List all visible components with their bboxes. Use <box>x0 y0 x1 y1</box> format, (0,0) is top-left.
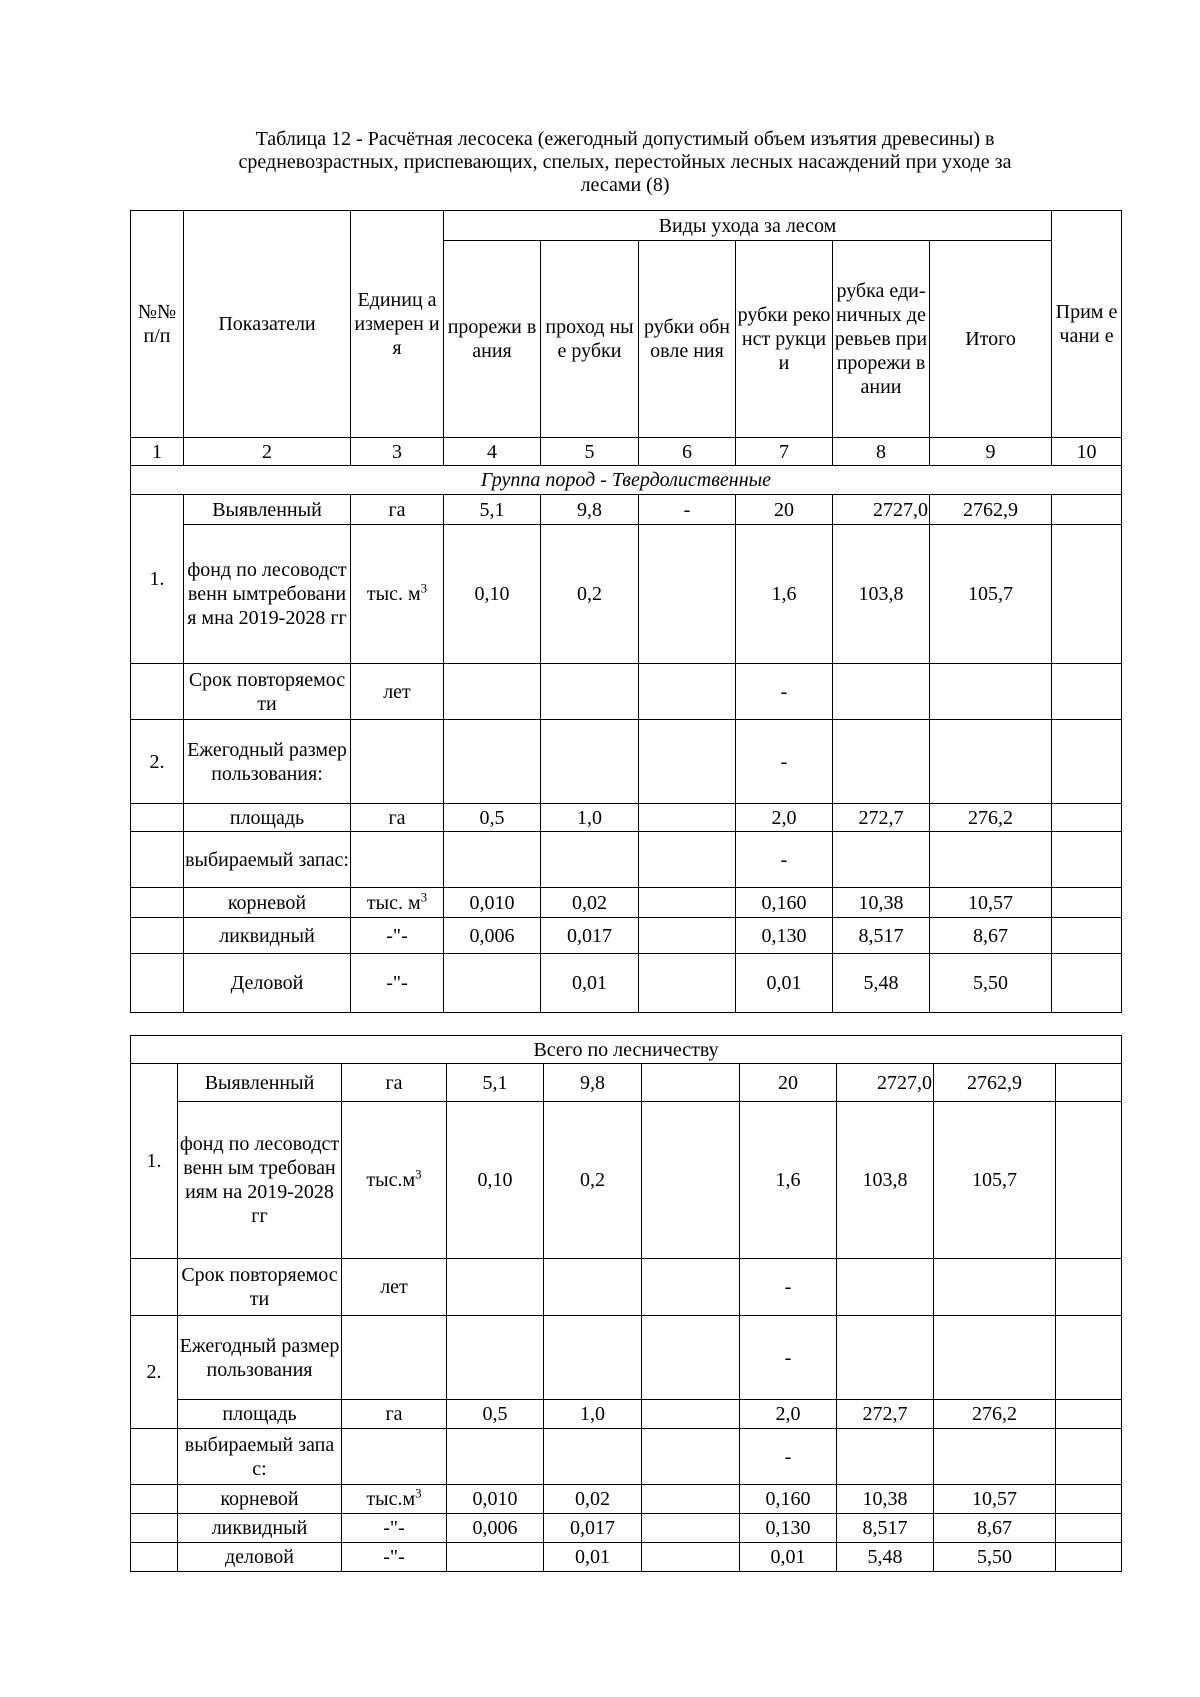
value-cell: - <box>639 495 736 525</box>
value-cell <box>837 1429 934 1485</box>
value-cell: 0,017 <box>541 918 639 954</box>
table-row <box>131 918 1122 954</box>
value-cell: 0,017 <box>544 1514 642 1543</box>
value-cell: - <box>736 832 833 888</box>
col-number: 3 <box>351 438 444 466</box>
value-cell <box>642 1514 740 1543</box>
row-number <box>131 888 184 918</box>
row-number <box>131 918 184 954</box>
value-cell: 0,01 <box>736 954 833 1013</box>
value-cell: 0,01 <box>541 954 639 1013</box>
value-cell <box>642 1102 740 1259</box>
value-cell <box>544 1316 642 1400</box>
table-row <box>131 888 1122 918</box>
row-number: 2. <box>131 1316 178 1429</box>
caption-line-3: лесами (8) <box>580 174 670 196</box>
value-cell: 10,38 <box>837 1485 934 1514</box>
unit-cell <box>351 888 444 918</box>
row-label: фонд по лесоводственн ымтребования мна 2019-2028 гг <box>184 525 351 664</box>
value-cell: 0,02 <box>541 888 639 918</box>
unit-cell <box>351 525 444 664</box>
value-cell: 5,48 <box>837 1543 934 1572</box>
header-renewal: рубки обновле ния <box>639 241 736 438</box>
value-cell: 0,160 <box>736 888 833 918</box>
row-number <box>131 664 184 720</box>
table-row <box>131 1259 1122 1316</box>
row-number <box>131 1429 178 1485</box>
row-label: Срок повторяемости <box>178 1259 342 1316</box>
row-label: Ежегодный размер пользования <box>178 1316 342 1400</box>
row-number <box>131 1543 178 1572</box>
col-number: 10 <box>1052 438 1122 466</box>
forestry-total-table <box>130 1035 1122 1572</box>
row-label: Выявленный <box>184 495 351 525</box>
unit-cell: -"- <box>342 1514 447 1543</box>
value-cell <box>541 720 639 804</box>
value-cell <box>642 1485 740 1514</box>
value-cell: 5,1 <box>444 495 541 525</box>
unit-cell: -"- <box>351 918 444 954</box>
row-label: ликвидный <box>178 1514 342 1543</box>
unit-superscript: 3 <box>420 888 428 904</box>
row-number: 2. <box>131 720 184 804</box>
value-cell: 20 <box>740 1064 837 1102</box>
unit-cell: лет <box>342 1259 447 1316</box>
note-cell <box>1052 888 1122 918</box>
value-cell: 0,130 <box>740 1514 837 1543</box>
note-cell <box>1056 1543 1122 1572</box>
note-cell <box>1052 495 1122 525</box>
value-cell <box>639 525 736 664</box>
value-cell: 20 <box>736 495 833 525</box>
col-number: 4 <box>444 438 541 466</box>
unit-cell <box>342 1429 447 1485</box>
col-number: 2 <box>184 438 351 466</box>
value-cell <box>833 832 930 888</box>
header-thinning: прорежи вания <box>444 241 541 438</box>
value-cell <box>930 832 1052 888</box>
value-cell: 10,38 <box>833 888 930 918</box>
value-cell: 0,160 <box>740 1485 837 1514</box>
value-cell <box>447 1316 544 1400</box>
unit-cell: га <box>351 804 444 832</box>
header-passing: проход ные рубки <box>541 241 639 438</box>
value-cell <box>930 720 1052 804</box>
header-care-types: Виды ухода за лесом <box>444 211 1052 241</box>
note-cell <box>1056 1259 1122 1316</box>
value-cell: 8,517 <box>833 918 930 954</box>
value-cell <box>837 1316 934 1400</box>
value-cell <box>541 832 639 888</box>
value-cell: 105,7 <box>934 1102 1056 1259</box>
caption-line-1: Таблица 12 - Расчётная лесосека (ежегодный допустимый объем изъятия древесины) в <box>255 128 995 150</box>
value-cell: 1,0 <box>544 1400 642 1429</box>
value-cell <box>639 720 736 804</box>
col-number: 6 <box>639 438 736 466</box>
value-cell: 0,10 <box>447 1102 544 1259</box>
value-cell <box>930 664 1052 720</box>
unit-text: тыс.м <box>366 1169 416 1191</box>
value-cell <box>544 1429 642 1485</box>
unit-cell: -"- <box>342 1543 447 1572</box>
unit-text: тыс.м <box>366 1488 416 1510</box>
table-row <box>131 1514 1122 1543</box>
unit-superscript: 3 <box>420 580 428 596</box>
table-row <box>131 720 1122 804</box>
value-cell: 8,517 <box>837 1514 934 1543</box>
value-cell <box>639 888 736 918</box>
value-cell: 5,50 <box>930 954 1052 1013</box>
value-cell: 10,57 <box>934 1485 1056 1514</box>
value-cell: 1,6 <box>740 1102 837 1259</box>
row-label: фонд по лесоводственн ым требованиям на 2019-2028 гг <box>178 1102 342 1259</box>
value-cell <box>639 832 736 888</box>
section-title: Группа пород - Твердолиственные <box>131 466 1122 495</box>
value-cell: 0,006 <box>444 918 541 954</box>
value-cell: 2,0 <box>736 804 833 832</box>
unit-text: тыс. м <box>366 583 421 605</box>
unit-cell <box>351 720 444 804</box>
unit-cell <box>351 832 444 888</box>
header-single-trees: рубка еди- ничных деревьев при прорежи вании <box>833 241 930 438</box>
unit-text: тыс. м <box>366 891 421 914</box>
value-cell: 0,130 <box>736 918 833 954</box>
row-label: Ежегодный размер пользования: <box>184 720 351 804</box>
table-row <box>131 1429 1122 1485</box>
value-cell <box>541 664 639 720</box>
table-row <box>131 954 1122 1013</box>
value-cell <box>444 954 541 1013</box>
value-cell: 0,5 <box>447 1400 544 1429</box>
note-cell <box>1052 918 1122 954</box>
table-row <box>131 1064 1122 1102</box>
unit-superscript: 3 <box>415 1166 422 1182</box>
col-number: 1 <box>131 438 184 466</box>
header-note: Прим ечани е <box>1052 211 1122 438</box>
unit-cell: га <box>342 1400 447 1429</box>
caption-line-2: средневозрастных, приспевающих, спелых, перестойных лесных насаждений при уходе за <box>238 151 1012 173</box>
note-cell <box>1052 664 1122 720</box>
table-caption <box>130 128 1120 197</box>
row-number: 1. <box>131 1064 178 1259</box>
value-cell <box>444 832 541 888</box>
value-cell <box>642 1429 740 1485</box>
note-cell <box>1052 954 1122 1013</box>
row-label: Срок повторяемости <box>184 664 351 720</box>
header-indicators: Показатели <box>184 211 351 438</box>
value-cell: - <box>736 720 833 804</box>
table-row <box>131 664 1122 720</box>
value-cell <box>447 1543 544 1572</box>
value-cell: 5,50 <box>934 1543 1056 1572</box>
value-cell: 0,02 <box>544 1485 642 1514</box>
section-title-row <box>131 466 1122 495</box>
row-number <box>131 804 184 832</box>
value-cell: 2762,9 <box>930 495 1052 525</box>
row-number <box>131 832 184 888</box>
row-label: корневой <box>178 1485 342 1514</box>
value-cell: 10,57 <box>930 888 1052 918</box>
value-cell: 0,2 <box>541 525 639 664</box>
value-cell: 5,1 <box>447 1064 544 1102</box>
value-cell: 105,7 <box>930 525 1052 664</box>
row-label: площадь <box>184 804 351 832</box>
row-number <box>131 1259 178 1316</box>
value-cell <box>444 720 541 804</box>
table-row <box>131 525 1122 664</box>
value-cell: 0,010 <box>444 888 541 918</box>
value-cell: 103,8 <box>837 1102 934 1259</box>
row-label: деловой <box>178 1543 342 1572</box>
value-cell <box>642 1064 740 1102</box>
row-label: Выявленный <box>178 1064 342 1102</box>
row-number <box>131 1514 178 1543</box>
value-cell: 1,6 <box>736 525 833 664</box>
value-cell: 103,8 <box>833 525 930 664</box>
row-number <box>131 1485 178 1514</box>
value-cell <box>639 918 736 954</box>
value-cell: 272,7 <box>833 804 930 832</box>
unit-cell: га <box>351 495 444 525</box>
header-total: Итого <box>930 241 1052 438</box>
note-cell <box>1052 525 1122 664</box>
table-row <box>131 832 1122 888</box>
value-cell: 2727,0 <box>833 495 930 525</box>
value-cell: 0,10 <box>444 525 541 664</box>
value-cell: 276,2 <box>930 804 1052 832</box>
table-row <box>131 1400 1122 1429</box>
row-label: площадь <box>178 1400 342 1429</box>
value-cell <box>642 1316 740 1400</box>
value-cell: 276,2 <box>934 1400 1056 1429</box>
col-number: 7 <box>736 438 833 466</box>
value-cell: 0,2 <box>544 1102 642 1259</box>
value-cell: 2727,0 <box>837 1064 934 1102</box>
row-number <box>131 954 184 1013</box>
value-cell: 0,5 <box>444 804 541 832</box>
row-label: Деловой <box>184 954 351 1013</box>
value-cell: 8,67 <box>934 1514 1056 1543</box>
allowable-cut-table <box>130 210 1122 1013</box>
value-cell <box>934 1259 1056 1316</box>
header-row-1 <box>131 211 1122 241</box>
value-cell: 1,0 <box>541 804 639 832</box>
value-cell: 0,010 <box>447 1485 544 1514</box>
column-numbers-row <box>131 438 1122 466</box>
note-cell <box>1056 1429 1122 1485</box>
unit-cell <box>342 1316 447 1400</box>
value-cell <box>934 1316 1056 1400</box>
unit-cell: га <box>342 1064 447 1102</box>
value-cell: 2762,9 <box>934 1064 1056 1102</box>
value-cell <box>642 1259 740 1316</box>
table-row <box>131 1485 1122 1514</box>
table-row <box>131 1316 1122 1400</box>
table-row <box>131 495 1122 525</box>
row-label: выбираемый запас: <box>178 1429 342 1485</box>
value-cell: 2,0 <box>740 1400 837 1429</box>
table-row <box>131 804 1122 832</box>
section-title-row <box>131 1036 1122 1064</box>
table-row <box>131 1543 1122 1572</box>
value-cell: 0,01 <box>740 1543 837 1572</box>
table-row <box>131 1102 1122 1259</box>
value-cell <box>639 954 736 1013</box>
value-cell: 5,48 <box>833 954 930 1013</box>
value-cell <box>639 804 736 832</box>
unit-cell: лет <box>351 664 444 720</box>
value-cell: - <box>740 1259 837 1316</box>
row-label: выбираемый запас: <box>184 832 351 888</box>
row-number: 1. <box>131 495 184 664</box>
value-cell: 272,7 <box>837 1400 934 1429</box>
note-cell <box>1056 1316 1122 1400</box>
note-cell <box>1052 804 1122 832</box>
unit-cell: -"- <box>351 954 444 1013</box>
value-cell <box>447 1259 544 1316</box>
col-number: 5 <box>541 438 639 466</box>
value-cell: 9,8 <box>541 495 639 525</box>
note-cell <box>1056 1064 1122 1102</box>
value-cell: - <box>740 1429 837 1485</box>
header-unit: Единиц а измерен ия <box>351 211 444 438</box>
unit-cell <box>342 1102 447 1259</box>
value-cell <box>444 664 541 720</box>
value-cell: 9,8 <box>544 1064 642 1102</box>
unit-superscript: 3 <box>415 1485 422 1501</box>
value-cell <box>639 664 736 720</box>
value-cell: - <box>736 664 833 720</box>
value-cell <box>833 664 930 720</box>
col-number: 8 <box>833 438 930 466</box>
row-label: ликвидный <box>184 918 351 954</box>
note-cell <box>1056 1485 1122 1514</box>
value-cell <box>642 1400 740 1429</box>
note-cell <box>1056 1400 1122 1429</box>
note-cell <box>1052 720 1122 804</box>
value-cell <box>544 1259 642 1316</box>
value-cell <box>833 720 930 804</box>
value-cell: - <box>740 1316 837 1400</box>
value-cell <box>447 1429 544 1485</box>
unit-cell <box>342 1485 447 1514</box>
note-cell <box>1052 832 1122 888</box>
row-label: корневой <box>184 888 351 918</box>
value-cell: 8,67 <box>930 918 1052 954</box>
value-cell <box>934 1429 1056 1485</box>
header-num: №№ п/п <box>131 211 184 438</box>
header-reconstruction: рубки реконст рукции <box>736 241 833 438</box>
note-cell <box>1056 1102 1122 1259</box>
value-cell <box>837 1259 934 1316</box>
section-title: Всего по лесничеству <box>131 1036 1122 1064</box>
value-cell: 0,006 <box>447 1514 544 1543</box>
col-number: 9 <box>930 438 1052 466</box>
value-cell <box>642 1543 740 1572</box>
note-cell <box>1056 1514 1122 1543</box>
value-cell: 0,01 <box>544 1543 642 1572</box>
